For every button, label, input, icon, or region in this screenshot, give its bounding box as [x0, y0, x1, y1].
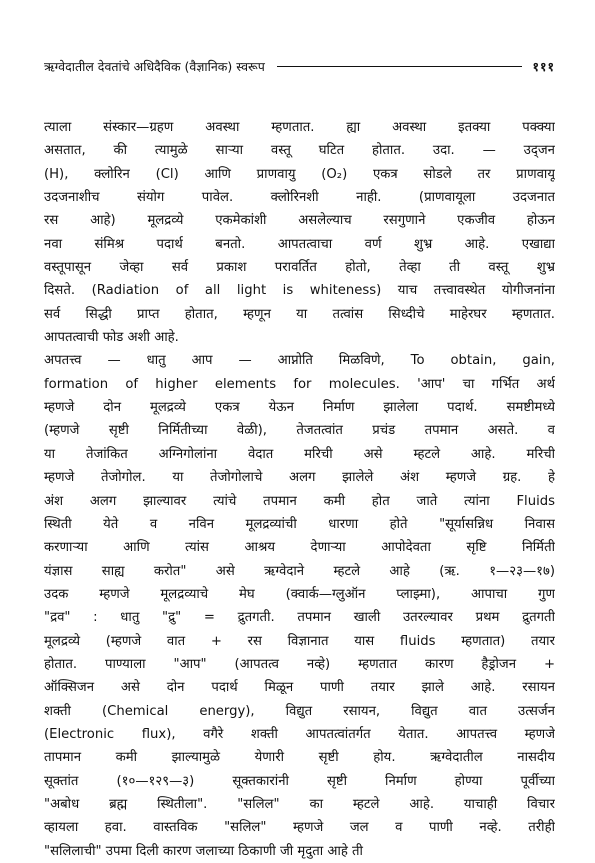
- text-line: व्हायला हवा. वास्तविक "सलिल" म्हणजे जल व पाणी नव्हे. तरीही: [44, 820, 555, 836]
- text-line: सूक्तांत (१०—१२९—३) सूक्तकारांनी सृष्टी निर्माण होण्या पूर्वीच्या: [44, 773, 555, 789]
- text-line: formation of higher elements for molecules. 'आप' चा गर्भित अर्थ: [44, 376, 555, 392]
- text-line: (H), क्लोरिन (Cl) आणि प्राणवायु (O₂) एकत्र सोडले तर प्राणवायू: [44, 166, 555, 182]
- text-line: तापमान कमी झाल्यामुळे येणारी सृष्टी होय. ऋग्वेदातील नासदीय: [44, 750, 555, 766]
- text-line: अपतत्त्व — धातु आप — आप्नोति मिळविणे, To obtain, gain,: [44, 353, 555, 369]
- text-line: आपतत्वाची फोड अशी आहे.: [44, 330, 179, 346]
- text-line: उदक म्हणजे मूलद्रव्याचे मेघ (क्वार्क—ग्लुऑन प्लाझ्मा), आपाचा गुण: [44, 586, 555, 602]
- text-line: "अबोध ब्रह्म स्थितीला". "सलिल" का म्हटले आहे. याचाही विचार: [44, 796, 555, 812]
- running-header-title: ऋग्वेदातील देवतांचे अधिदैविक (वैज्ञानिक) स्वरूप: [44, 58, 265, 74]
- text-line: रस आहे) मूलद्रव्ये एकमेकांशी असलेल्याच रसगुणाने एकजीव होऊन: [44, 213, 555, 229]
- text-line: (Electronic flux), वगैरे शक्ती आपतत्वांतर्गत येतात. आपतत्त्व म्हणजे: [44, 726, 555, 742]
- text-line: स्थिती येते व नविन मूलद्रव्यांची धारणा होते "सूर्यासन्निध निवास: [44, 516, 555, 532]
- text-line: मूलद्रव्ये (म्हणजे वात + रस विज्ञानात यास fluids म्हणतात) तयार: [44, 633, 555, 649]
- text-line: "सलिलाची" उपमा दिली कारण जलाच्या ठिकाणी जी मृदुता आहे ती: [44, 843, 363, 859]
- text-line: शक्ती (Chemical energy), विद्युत रसायन, विद्युत वात उत्सर्जन: [44, 703, 555, 719]
- text-line: असतात, की त्यामुळे साऱ्या वस्तू घटित होतात. उदा. — उद्जन: [44, 143, 555, 159]
- text-line: दिसते. (Radiation of all light is whiteness) याच तत्त्वावस्थेत योगीजनांना: [44, 283, 555, 299]
- text-line: म्हणजे दोन मूलद्रव्ये एकत्र येऊन निर्माण झालेला पदार्थ. समष्टीमध्ये: [44, 400, 555, 416]
- text-line: "द्रव" : धातु "द्रु" = द्रुतगती. तपमान खाली उतरल्यावर प्रथम द्रुतगती: [44, 610, 555, 626]
- text-line: वस्तूपासून जेव्हा सर्व प्रकाश परावर्तित होतो, तेव्हा ती वस्तू शुभ्र: [44, 260, 555, 276]
- text-line: सर्व सिद्धी प्राप्त होतात, म्हणून या तत्वांस सिध्दीचे माहेरघर म्हणतात.: [44, 306, 555, 322]
- text-line: होतात. पाण्याला "आप" (आपतत्व नव्हे) म्हणतात कारण हैड्रोजन +: [44, 656, 555, 672]
- text-line: करणाऱ्या आणि त्यांस आश्रय देणाऱ्या आपोदेवता सृष्टि निर्मिती: [44, 540, 555, 556]
- text-line: नवा संमिश्र पदार्थ बनतो. आपतत्वाचा वर्ण शुभ्र आहे. एखाद्या: [44, 236, 555, 252]
- text-line: म्हणजे तेजोगोल. या तेजोगोलाचे अलग झालेले अंश म्हणजे ग्रह. हे: [44, 470, 555, 486]
- text-line: त्याला संस्कार—ग्रहण अवस्था म्हणतात. ह्या अवस्था इतक्या पक्क्या: [44, 120, 555, 135]
- text-line: ऑक्सिजन असे दोन पदार्थ मिळून पाणी तयार झाले आहे. रसायन: [44, 680, 555, 696]
- text-line: यंज्ञास साह्य करोत" असे ऋग्वेदाने म्हटले आहे (ऋ. १—२३—१७): [44, 563, 555, 579]
- text-line: या तेजांकित अग्निगोलांना वेदात मरिची असे म्हटले आहे. मरिची: [44, 446, 555, 462]
- header-rule: [277, 66, 523, 67]
- body-text: [44, 116, 555, 863]
- page-number: १११: [532, 58, 555, 74]
- running-header: [44, 56, 555, 76]
- text-line: उदजनाशीच संयोग पावेल. क्लोरिनशी नाही. (प्राणवायूला उदजनात: [44, 190, 555, 206]
- text-line: (म्हणजे सृष्टी निर्मितीच्या वेळी), तेजतत्वांत प्रचंड तपमान असते. व: [44, 423, 555, 439]
- text-line: अंश अलग झाल्यावर त्यांचे तपमान कमी होत जाते त्यांना Fluids: [44, 493, 555, 509]
